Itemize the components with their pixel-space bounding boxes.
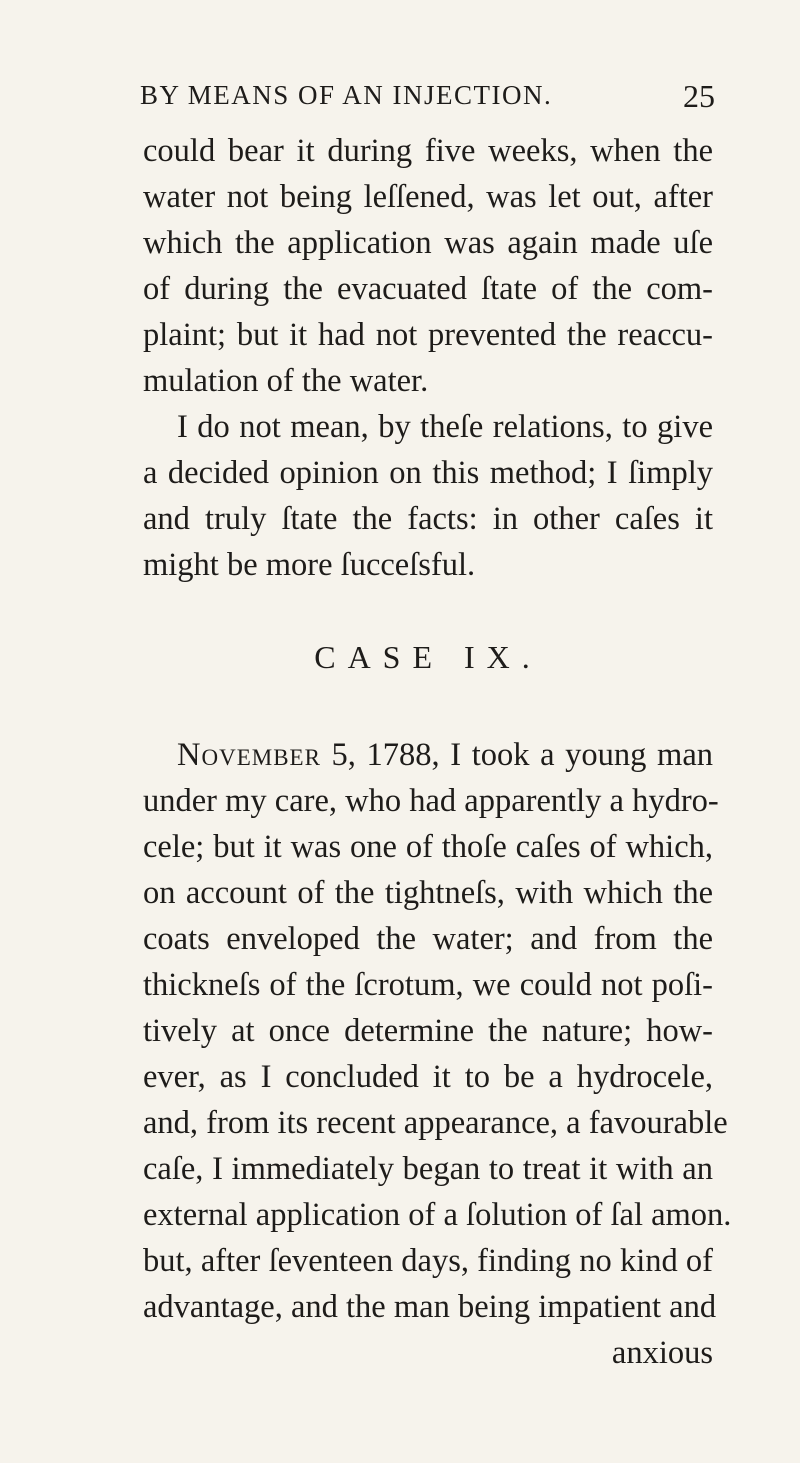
text-line: I do not mean, by theſe relations, to give: [177, 409, 713, 445]
text-line: water not being leſſened, was let out, after: [143, 179, 713, 215]
text-line: which the application was again made uſe: [143, 225, 713, 261]
text-line: on account of the tightneſs, with which the: [143, 875, 713, 911]
page-number: 25: [683, 78, 715, 114]
case-heading: CASE IX.: [314, 639, 542, 675]
text-line: and truly ſtate the facts: in other caſes it: [143, 501, 713, 537]
running-head: BY MEANS OF AN INJECTION.: [140, 80, 553, 110]
text-line: of during the evacuated ſtate of the com-: [143, 271, 713, 307]
text-line: [177, 735, 713, 775]
text-line: might be more ſucceſsful.: [143, 547, 476, 583]
text-line: plaint; but it had not prevented the reaccu-: [143, 317, 713, 353]
text-line: under my care, who had apparently a hydro-: [143, 783, 719, 819]
text-line: advantage, and the man being impatient and: [143, 1289, 717, 1325]
lead-word: November: [177, 737, 321, 773]
text-line: cele; but it was one of thoſe caſes of which,: [143, 829, 713, 865]
text-line: could bear it during five weeks, when the: [143, 133, 713, 169]
text-line: thickneſs of the ſcrotum, we could not poſi-: [143, 967, 713, 1003]
text-line: mulation of the water.: [143, 363, 429, 399]
text-line: tively at once determine the nature; how-: [143, 1013, 713, 1049]
catchword: anxious: [611, 1335, 713, 1371]
text-line: external application of a ſolution of ſal amon.: [143, 1197, 732, 1233]
first-line-rest: 5, 1788, I took a young man: [320, 737, 713, 773]
text-line: coats enveloped the water; and from the: [143, 921, 713, 957]
text-line: but, after ſeventeen days, finding no kind of: [143, 1243, 713, 1279]
text-line: a decided opinion on this method; I ſimply: [143, 455, 713, 491]
page-header: [140, 78, 715, 118]
text-line: caſe, I immediately began to treat it with an: [143, 1151, 713, 1187]
text-line: ever, as I concluded it to be a hydrocele,: [143, 1059, 713, 1095]
text-line: and, from its recent appearance, a favourable: [143, 1105, 728, 1141]
